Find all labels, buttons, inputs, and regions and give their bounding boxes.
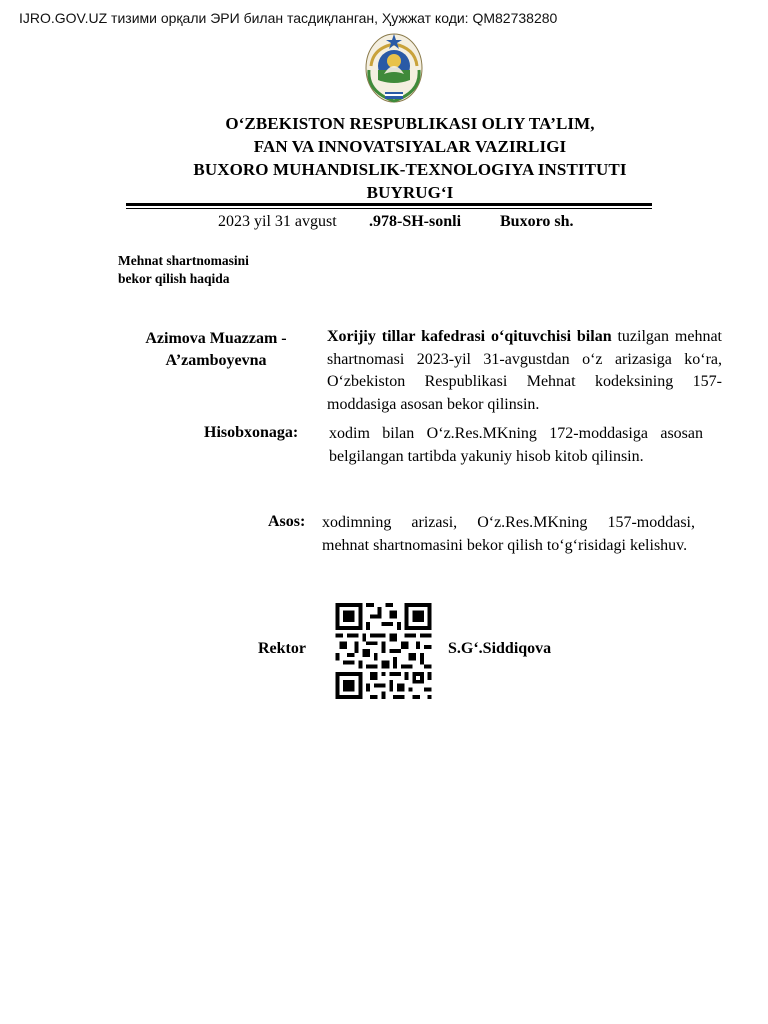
basis-text: xodimning arizasi, O‘z.Res.MKning 157-moddasi, mehnat shartnomasini bekor qilish to‘g‘risidagi kelishuv. [322,514,695,554]
order-city: Buxoro sh. [500,213,574,230]
decision-text: tuzilgan mehnat shartnomasi 2023-yil 31-avgustdan o‘z arizasiga ko‘ra, O‘zbekiston Respublikasi Mehnat kodeksining 157-moddasiga asosan bekor qilinsin. [327,328,722,413]
order-date: 2023 yil 31 avgust [218,213,337,230]
header-divider-thin [126,208,652,209]
accounting-label: Hisobxonaga: [204,424,299,441]
order-subject [118,252,249,288]
department-phrase: Xorijiy tillar kafedrasi o‘qituvchisi bilan [327,328,612,345]
edoc-verification-stamp: IJRO.GOV.UZ тизими орқали ЭРИ билан тасдиқланган, Ҳужжат коди: QM82738280 [19,10,558,26]
main-decision-paragraph [327,326,722,416]
signatory-name: S.G‘.Siddiqova [448,640,552,657]
institute-name: BUXORO MUHANDISLIK-TEXNOLOGIYA INSTITUTI [193,160,627,179]
order-number: .978-SH-sonli [369,213,462,230]
ministry-name-line2: FAN VA INNOVATSIYALAR VAZIRLIGI [253,137,567,156]
employee-name-line2: A’zamboyevna [165,352,267,369]
subject-line2: bekor qilish haqida [118,271,230,286]
basis-label: Asos: [268,513,306,530]
employee-name-line1: Azimova Muazzam - [145,330,287,347]
state-emblem-icon [363,30,425,104]
signatory-title: Rektor [258,640,306,657]
header-divider-thick [126,203,652,206]
ministry-name-line1: O‘ZBEKISTON RESPUBLIKASI OLIY TA’LIM, [225,114,595,133]
accounting-instruction: xodim bilan O‘z.Res.MKning 172-moddasiga asosan belgilangan tartibda yakuniy hisob kitob qilinsin. [329,425,703,465]
document-type: BUYRUG‘I [366,183,454,202]
qr-code-icon [333,603,434,699]
subject-line1: Mehnat shartnomasini [118,253,249,268]
employee-name [120,328,312,372]
